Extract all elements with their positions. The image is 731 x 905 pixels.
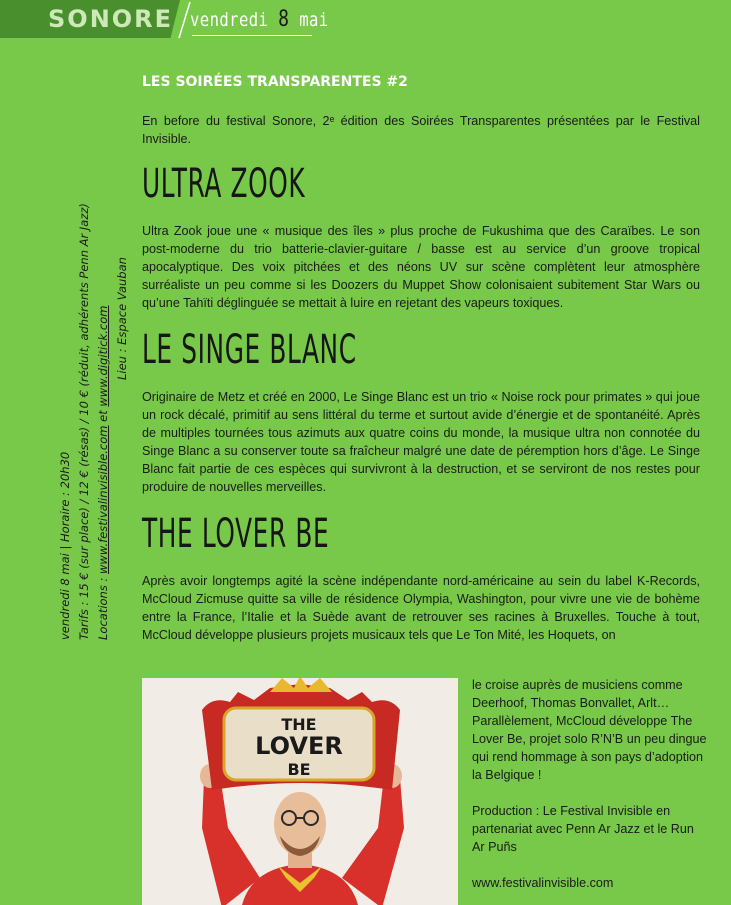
date-day: vendredi: [190, 9, 269, 31]
continuation-paragraph: le croise auprès de musiciens comme Deerhoof, Thomas Bonvallet, Arlt… Parallèlement, McCloud développe The Lover Be, projet solo R’N’B un peu dingue qui rend hommage à son pays d’adoption la Belgique !: [472, 678, 707, 782]
band-photo: [142, 678, 458, 905]
locations-prefix: Locations :: [96, 573, 110, 640]
band-text-le-singe-blanc: Originaire de Metz et créé en 2000, Le Singe Blanc est un trio « Noise rock pour primates » qui joue un rock décalé, primitif au sens littéral du terme et surtout avide d’énergie et de spontanéité. Après de multiples tournées tous azimuts aux quatre coins du monde, la musique ultra non connotée du Singe Blanc a su conserver toute sa fraîcheur malgré une date de péremption hors d’âge. Le Singe Blanc fait partie de ces espèces qui survivront à la destruction, et se serviront de nos restes pour produire de nouvelles merveilles.: [142, 390, 700, 494]
band-title-le-singe-blanc: LE SINGE BLANC: [142, 327, 357, 373]
band-title-the-lover-be: THE LOVER BE: [142, 511, 330, 557]
digitick-link[interactable]: www.digitick.com: [96, 305, 110, 407]
sign-text-lover: LOVER: [255, 732, 343, 760]
date-month: mai: [299, 9, 329, 31]
band-title-ultra-zook: ULTRA ZOOK: [142, 161, 306, 207]
right-column: [472, 676, 708, 892]
venue-line: Lieu : Espace Vauban: [115, 257, 129, 380]
brand-logo: SONORE: [48, 5, 174, 33]
band-text-ultra-zook: Ultra Zook joue une « musique des îles » plus proche de Fukushima que des Caraïbes. Le son post-moderne du trio batterie-clavier-guitare / basse est au service d’un groove tropical apocalyptique. Des voix pitchées et des néons UV sur scène complètent leur atmosphère surréaliste un peu comme si les Doozers du Muppet Show colonisaient subitement Star Wars ou qu’une Tahïti déglinguée se mettait à luire en rejetant des vapeurs toxiques.: [142, 224, 700, 310]
page-header: [0, 0, 731, 42]
date-time-line: vendredi 8 mai | Horaire : 20h30: [58, 451, 72, 640]
event-info-sidebar: [56, 180, 132, 640]
sign-text-be: BE: [287, 760, 311, 779]
locations-mid: et: [96, 406, 110, 426]
production-credit: Production : Le Festival Invisible en partenariat avec Penn Ar Jazz et le Run Ar Puñs: [472, 804, 694, 854]
prices-line: Tarifs : 15 € (sur place) / 12 € (résas) / 10 € (réduit, adhérents Penn Ar Jazz): [77, 203, 91, 640]
band-text-the-lover-be: Après avoir longtemps agité la scène indépendante nord-américaine au sein du label K-Records, McCloud Zicmuse quitte sa ville de résidence Olympia, Washington, pour vivre une vie de bohème entre la France, l’Italie et la Suède avant de retrouver ses racines à Bruxelles. Touche à tout, McCloud développe plusieurs projets musicaux tels que Le Ton Mité, les Hoquets, on: [142, 574, 700, 642]
website-text[interactable]: www.festivalinvisible.com: [472, 876, 614, 890]
photo-illustration: [142, 678, 458, 905]
main-content: [142, 60, 700, 644]
date-underline: [192, 35, 312, 36]
sign-text-the: THE: [281, 715, 317, 734]
date-heading: [190, 6, 329, 34]
section-title: LES SOIRÉES TRANSPARENTES #2: [142, 74, 408, 90]
festival-link[interactable]: www.festivalinvisible.com: [96, 425, 110, 574]
date-number: 8: [278, 7, 290, 32]
locations-line: [94, 180, 113, 640]
intro-paragraph: En before du festival Sonore, 2ᵉ édition des Soirées Transparentes présentées par le Festival Invisible.: [142, 114, 700, 146]
